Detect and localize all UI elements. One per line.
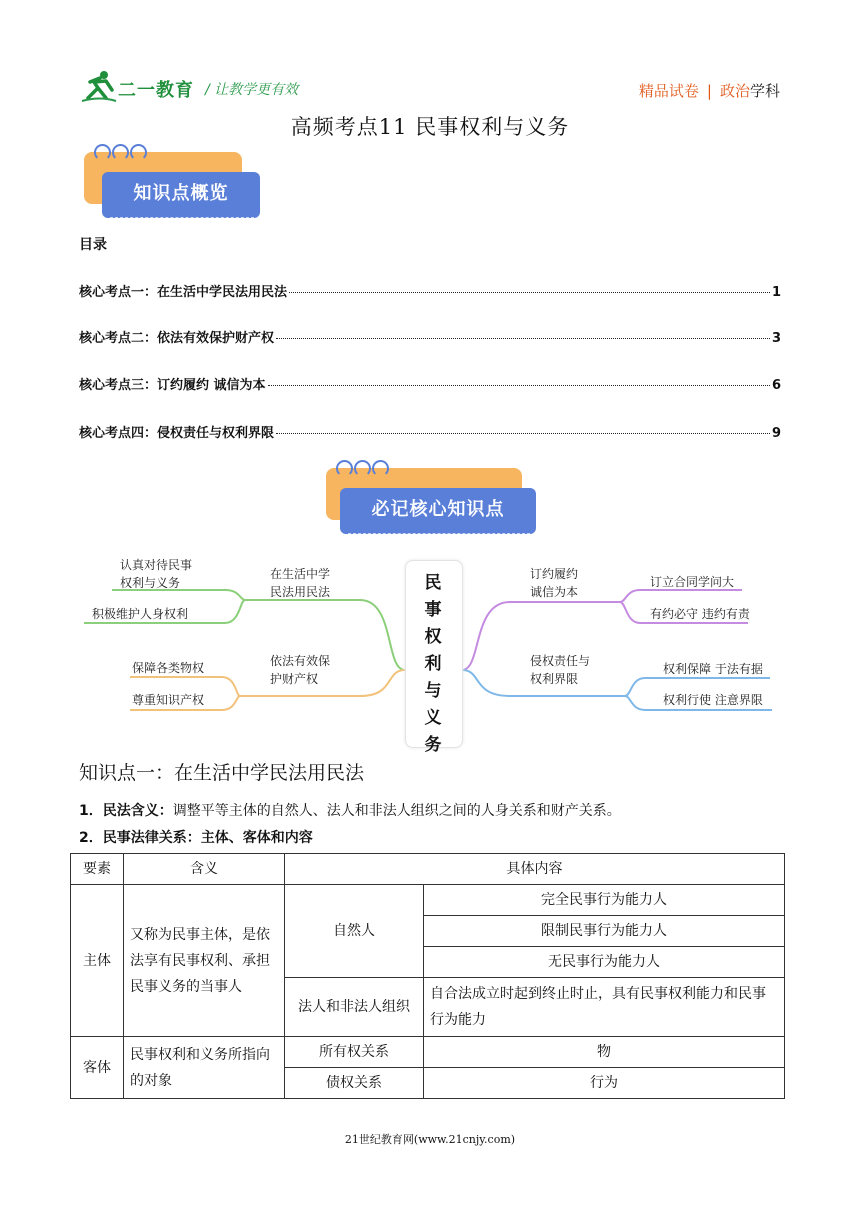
table-row xyxy=(71,1037,785,1068)
toc-item[interactable] xyxy=(79,281,781,300)
np-item-cell: 完全民事行为能力人 xyxy=(424,885,785,916)
leaf-node-2b: 尊重知识产权 xyxy=(132,693,205,707)
branch-2-line1: 依法有效保 xyxy=(270,654,331,668)
branch-3-line1: 订约履约 xyxy=(530,567,579,581)
leaf-line-3a xyxy=(620,590,742,602)
leaf-node-3a: 订立合同学问大 xyxy=(650,575,735,589)
toc-heading: 目录 xyxy=(79,237,107,253)
table-row xyxy=(71,885,785,916)
page-footer: 21世纪教育网(www.21cnjy.com) xyxy=(344,1133,516,1146)
branch-node-4 xyxy=(530,652,590,688)
table-header-row xyxy=(71,854,785,885)
object-content-cell: 物 xyxy=(424,1037,785,1068)
object-relation-cell: 所有权关系 xyxy=(285,1037,424,1068)
toc-item[interactable] xyxy=(79,374,781,393)
leaf-node-1b: 积极维护人身权利 xyxy=(92,607,189,621)
header-right xyxy=(639,80,780,101)
toc-item-page: 3 xyxy=(771,331,781,346)
table-header-cell: 要素 xyxy=(71,854,124,885)
core-points-badge-label: 必记核心知识点 xyxy=(340,488,536,534)
paragraph-2-label: 2．民事法律关系：主体、客体和内容 xyxy=(79,830,313,846)
header-subject-a: 政治 xyxy=(719,82,750,100)
legal-relation-table xyxy=(70,853,785,1099)
header-subject-b: 学科 xyxy=(749,82,780,100)
toc-item-page: 6 xyxy=(771,378,781,393)
paragraph-1-text: 调整平等主体的自然人、法人和非法人组织之间的人身关系和财产关系。 xyxy=(172,803,621,819)
leaf-node-3b: 有约必守 违约有责 xyxy=(650,607,750,621)
header-category: 精品试卷 xyxy=(638,82,699,100)
paragraph-1 xyxy=(79,800,621,820)
overview-badge-label: 知识点概览 xyxy=(102,172,260,218)
toc-item-label: 核心考点四：侵权责任与权利界限 xyxy=(79,426,275,441)
mindmap-center-label: 民事权利与义务 xyxy=(424,573,442,755)
subject-element-cell: 主体 xyxy=(71,885,124,1037)
branch-4-line1: 侵权责任与 xyxy=(530,654,591,668)
toc-item[interactable] xyxy=(79,422,781,441)
leaf-node-1a xyxy=(120,556,192,592)
brand-slogan: / 让教学更有效 xyxy=(205,82,299,98)
toc-item-label: 核心考点三：订约履约 诚信为本 xyxy=(79,378,266,393)
legal-person-cell: 法人和非法人组织 xyxy=(285,978,424,1037)
toc-item-label: 核心考点二：依法有效保护财产权 xyxy=(79,331,275,346)
toc-item-label: 核心考点一：在生活中学民法用民法 xyxy=(79,285,288,300)
branch-node-2 xyxy=(270,652,330,688)
toc-item-page: 1 xyxy=(771,285,781,300)
toc-item[interactable] xyxy=(79,327,781,346)
brand-name: 二一教育 xyxy=(118,80,194,101)
leaf-1a-line1: 认真对待民事 xyxy=(120,558,193,572)
table-header-cell: 具体内容 xyxy=(285,854,785,885)
leaf-node-4b: 权利行使 注意界限 xyxy=(663,693,763,707)
subject-meaning-cell: 又称为民事主体，是依法享有民事权利、承担民事义务的当事人 xyxy=(124,885,285,1037)
branch-1-line2: 民法用民法 xyxy=(270,585,331,599)
branch-node-1 xyxy=(270,565,330,601)
natural-person-cell: 自然人 xyxy=(285,885,424,978)
toc-item-page: 9 xyxy=(771,426,781,441)
branch-node-3 xyxy=(530,565,578,601)
object-element-cell: 客体 xyxy=(71,1037,124,1099)
branch-2-line2: 护财产权 xyxy=(270,672,319,686)
table-header-cell: 含义 xyxy=(124,854,285,885)
np-item-cell: 限制民事行为能力人 xyxy=(424,916,785,947)
page-title: 高频考点11 民事权利与义务 xyxy=(290,115,570,139)
np-item-cell: 无民事行为能力人 xyxy=(424,947,785,978)
leaf-node-4a: 权利保障 于法有据 xyxy=(663,662,763,676)
leaf-1a-line2: 权利与义务 xyxy=(120,576,181,590)
object-relation-cell: 债权关系 xyxy=(285,1068,424,1099)
object-meaning-cell: 民事权利和义务所指向的对象 xyxy=(124,1037,285,1099)
branch-3-line2: 诚信为本 xyxy=(530,585,579,599)
overview-badge xyxy=(84,152,262,224)
paragraph-1-label: 1．民法含义： xyxy=(79,803,173,819)
branch-1-line1: 在生活中学 xyxy=(270,567,331,581)
legal-person-detail-cell: 自合法成立时起到终止时止，具有民事权利能力和民事行为能力 xyxy=(424,978,785,1037)
core-points-badge xyxy=(326,468,538,540)
object-content-cell: 行为 xyxy=(424,1068,785,1099)
header-separator: | xyxy=(706,82,712,100)
paragraph-2 xyxy=(79,827,313,847)
branch-4-line2: 权利界限 xyxy=(530,672,579,686)
leaf-node-2a: 保障各类物权 xyxy=(132,661,205,675)
section-title: 知识点一：在生活中学民法用民法 xyxy=(79,762,365,784)
